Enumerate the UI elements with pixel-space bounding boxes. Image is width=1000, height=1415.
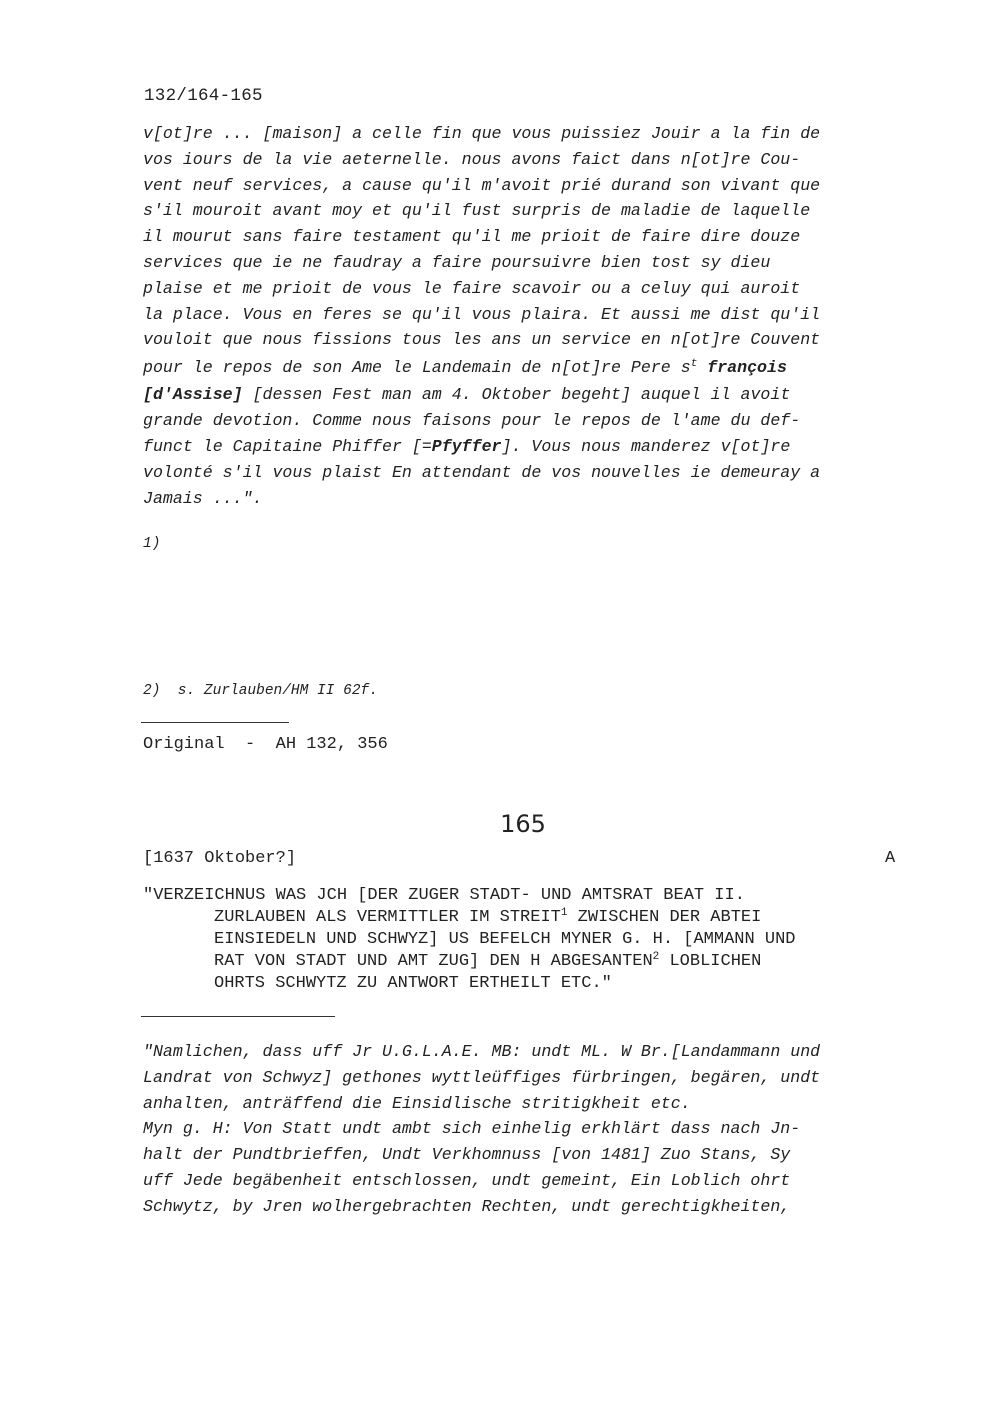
text-segment: [dessen Fest man am 4. Oktober begeht] auquel il avoit	[252, 384, 791, 404]
heading-line: "VERZEICHNUS WAS JCH [DER ZUGER STADT- UND AMTSRAT BEAT II.	[143, 886, 745, 905]
text-line: Myn g. H: Von Statt undt ambt sich einhelig erkhlärt dass nach Jn-	[143, 1119, 801, 1139]
text-segment: ZURLAUBEN ALS VERMITTLER IM STREIT	[214, 908, 561, 927]
text-segment: funct le Capitaine Phiffer [=	[143, 436, 432, 456]
text-line: il mourut sans faire testament qu'il me prioit de faire dire douze	[143, 227, 801, 247]
text-line: vouloit que nous fissions tous les ans un service en n[ot]re Couvent	[143, 330, 821, 350]
text-segment: LOBLICHEN	[659, 952, 762, 971]
text-line: plaise et me prioit de vous le faire scavoir ou a celuy qui auroit	[143, 278, 801, 298]
divider	[141, 722, 289, 723]
divider	[141, 1016, 335, 1017]
text-line: vent neuf services, a cause qu'il m'avoit prié durand son vivant que	[143, 175, 821, 195]
text-line: Schwytz, by Jren wolhergebrachten Rechten, undt gerechtigkheiten,	[143, 1196, 791, 1216]
footnote-2: 2) s. Zurlauben/HM II 62f.	[143, 683, 378, 699]
text-line: vos iours de la vie aeternelle. nous avons faict dans n[ot]re Cou-	[143, 149, 801, 169]
text-line: grande devotion. Comme nous faisons pour le repos de l'ame du def-	[143, 410, 801, 430]
text-segment: pour le repos de son Ame le Landemain de n[ot]re Pere s	[143, 358, 691, 378]
letter-text	[143, 121, 913, 512]
bold-name: Pfyffer	[431, 436, 502, 456]
document-date: [1637 Oktober?]	[143, 849, 297, 868]
text-line	[143, 434, 913, 460]
text-line: la place. Vous en feres se qu'il vous plaira. Et aussi me dist qu'il	[143, 304, 821, 324]
document-number: 165	[500, 810, 546, 838]
document-heading	[143, 885, 913, 995]
page-reference: 132/164-165	[144, 86, 263, 106]
text-line: "Namlichen, dass uff Jr U.G.L.A.E. MB: undt ML. W Br.[Landammann und	[143, 1042, 821, 1061]
source-reference: Original - AH 132, 356	[143, 735, 388, 754]
text-segment: ZWISCHEN DER ABTEI	[567, 908, 762, 927]
document-body	[143, 1039, 913, 1220]
text-line: services que ie ne faudray a faire poursuivre bien tost sy dieu	[143, 252, 771, 272]
text-line: uff Jede begäbenheit entschlossen, undt gemeint, Ein Loblich ohrt	[143, 1170, 791, 1190]
heading-line: EINSIEDELN UND SCHWYZ] US BEFELCH MYNER G. H. [AMMANN UND	[214, 930, 796, 949]
bold-name: [d'Assise]	[143, 384, 243, 404]
text-line: volonté s'il vous plaist En attendant de vos nouvelles ie demeuray a	[143, 463, 821, 483]
text-line	[143, 355, 913, 381]
footnote-marker: 2	[652, 951, 660, 963]
superscript: t	[690, 358, 698, 371]
text-segment: RAT VON STADT UND AMT ZUG] DEN H ABGESANTEN	[214, 952, 653, 971]
text-line: Jamais ...".	[143, 489, 263, 509]
heading-line: OHRTS SCHWYTZ ZU ANTWORT ERTHEILT ETC."	[214, 974, 612, 993]
text-line: v[ot]re ... [maison] a celle fin que vous puissiez Jouir a la fin de	[143, 124, 821, 143]
text-line: Landrat von Schwyz] gethones wyttleüffiges fürbringen, begären, undt	[143, 1067, 821, 1087]
footnote-1: 1)	[143, 536, 161, 552]
bold-name: françois	[707, 358, 787, 378]
document-grade: A	[885, 849, 896, 868]
text-line	[143, 382, 913, 408]
heading-line	[143, 951, 913, 973]
text-line: s'il mouroit avant moy et qu'il fust surpris de maladie de laquelle	[143, 201, 811, 221]
heading-line	[143, 907, 913, 929]
text-line: halt der Pundtbrieffen, Undt Verkhomnuss [von 1481] Zuo Stans, Sy	[143, 1145, 791, 1165]
footnote-marker: 1	[560, 907, 568, 919]
text-segment: ]. Vous nous manderez v[ot]re	[501, 436, 791, 456]
text-line: anhalten, anträffend die Einsidlische stritigkheit etc.	[143, 1093, 691, 1113]
